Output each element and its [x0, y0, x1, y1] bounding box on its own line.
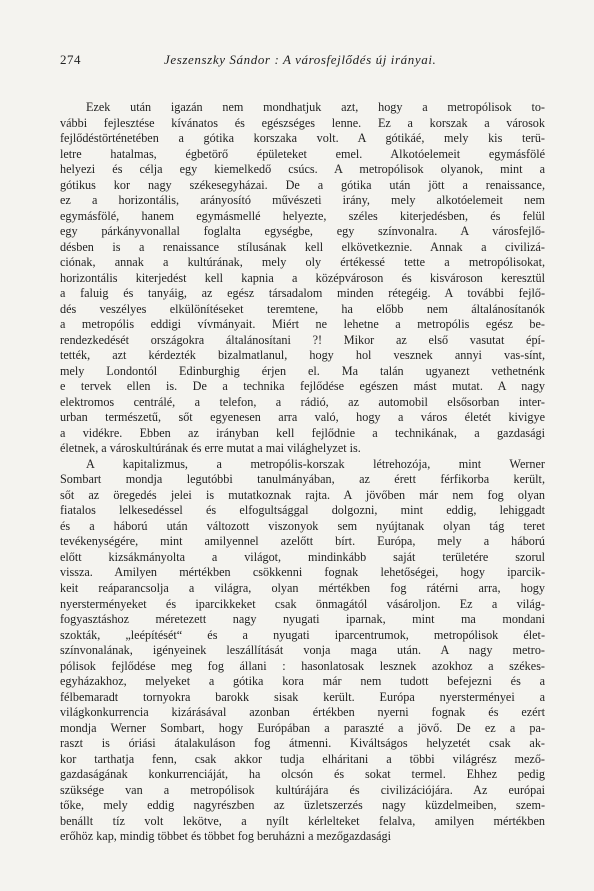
text-line: Sombart mondja legutóbbi tanulmányában, az érett férfikorba került, [60, 472, 545, 487]
text-line: vissza. Amilyen mértékben csökkenni fognak lehetőségei, hogy iparcik- [60, 565, 545, 580]
text-line: félbemaradt tornyokra barokk sisak került. Európa nyersterményei a [60, 689, 545, 704]
text-line: ciónak, annak a kultúrának, mely oly értékessé tette a metropólisokat, [60, 255, 545, 270]
text-line: életnek, a városkultúrának és erre mutat a mai világhelyzet is. [60, 441, 361, 456]
text-line: egymásfölé, hanem egymásmellé helyezte, széles kiterjedésben, és felül [60, 208, 545, 223]
text-line: mely Londontól Edinburghig érjen el. Ma talán ugyanezt vethetnénk [60, 363, 545, 378]
text-line: szüksége van a metropólisok kultúrájára és civilizációjára. Az európai [60, 782, 545, 797]
text-line: szokták, „leépítését“ és a nyugati iparcentrumok, metropólisok élet- [60, 627, 545, 642]
text-line: tették, azt kérdezték bizalmatlanul, hogy hol vesznek annyi vas-sínt, [60, 348, 545, 363]
text-line: rendezkedését országokra általánosítani ?! Mikor az első vasutat épí- [60, 332, 545, 347]
text-line: nyersterményeket és iparcikkeket csak önmagától vásároljon. Ez a világ- [60, 596, 545, 611]
text-line: Ezek után igazán nem mondhatjuk azt, hogy a metropólisok to- [86, 100, 545, 114]
text-line: raszt is óriási átalakuláson fog átmenni. Kiváltságos helyzetét csak ak- [60, 736, 545, 751]
text-line: urban természetű, sőt egyenesen arra való, hogy a város életét kivigye [60, 410, 545, 425]
text-line: világkonkurrencia kizárásával azonban értékben nyerni fognak és ezért [60, 705, 545, 720]
text-line: gótikus kor nagy székesegyházai. De a gótika után jött a renaissance, [60, 177, 545, 192]
text-line: ez a horizontális, arányosító művészeti irány, mely alkotóelemeit nem [60, 193, 545, 208]
page-number: 274 [60, 52, 81, 67]
text-line: letre hatalmas, égbetörő épületeket emel. Alkotóelemeit egymásfölé [60, 146, 545, 161]
body-text [60, 100, 545, 845]
text-line: fiatalos lelkesedéssel és elfogultsággal dolgozni, mint eddig, lehiggadt [60, 503, 545, 518]
text-line: színvonalának, igényeinek leszállítását vonja maga után. A nagy metro- [60, 643, 545, 658]
text-line: benállt tíz volt lekötve, a nyílt kérlelteket felalva, amilyen mértékben [60, 813, 545, 828]
text-line: tevékenységére, mint amilyennel azelőtt bírt. Európa, mely a háború [60, 534, 545, 549]
text-line: horizontális kiterjedést kell kapnia a középvároson és kisvároson keresztül [60, 270, 545, 285]
text-line: fogyasztáshoz méretezett nagy nyugati iparnak, mint ma mondani [60, 612, 545, 627]
page-header [60, 52, 540, 70]
text-line: és a háború után változott viszonyok sem nyújtanak olyan tág teret [60, 518, 545, 533]
text-line: désben is a renaissance stílusának kell elkövetkeznie. Annak a civilizá- [60, 239, 545, 254]
text-line: egyházakhoz, melyeket a gótika kora már nem tudott befejezni és a [60, 674, 545, 689]
text-line: pólisok fejlődése meg fog állani : hasonlatosak lesznek azokhoz a székes- [60, 658, 545, 673]
text-line: tőke, mely eddig nagyrészben az üzletszerzés nagy küzdelmeiben, szem- [60, 798, 545, 813]
text-line: a vidékre. Ebben az irányban kell fejlődnie a technikának, a gazdasági [60, 425, 545, 440]
text-line: dés veszélyes elkülönítéseket teremtene, ha előbb nem általánosítanók [60, 301, 545, 316]
text-line: a faluig és tanyáig, az egész társadalom minden rétegéig. A további fejlő- [60, 286, 545, 301]
running-head: Jeszenszky Sándor : A városfejlődés új irányai. [164, 52, 437, 67]
text-line: erőhöz kap, mindig többet és többet fog beruházni a mezőgazdasági [60, 829, 391, 844]
text-line: kor tarthatja fenn, csak akkor tudja elháritani a többi világrész mező- [60, 751, 545, 766]
text-line: egy párkányvonallal foglalta egységbe, egy színvonalra. A városfejlő- [60, 224, 545, 239]
text-line: helyezi és célja egy kiemelkedő csúcs. A metropólisok olyanok, mint a [60, 162, 545, 177]
text-line: a metropólis eddigi vívmányait. Miért ne lehetne a metropólis egész be- [60, 317, 545, 332]
text-line: sőt az öregedés jelei is mutatkoznak rajta. A jövőben már nem fog olyan [60, 487, 545, 502]
text-line: előtt kizsákmányolta a világot, mindinkább saját területére szorul [60, 549, 545, 564]
text-line: keit reáparancsolja a világra, olyan mértékben fog rátérni arra, hogy [60, 580, 545, 595]
text-line: elektromos centrálé, a telefon, a rádió, az automobil elsősorban inter- [60, 394, 545, 409]
text-line: vábbi fejlesztése kívánatos és egészséges lenne. Ez a korszak a városok [60, 115, 545, 130]
text-line: gazdaságának konkurrenciáját, ha olcsón és sokat termel. Ehhez pedig [60, 767, 545, 782]
text-line: A kapitalizmus, a metropólis-korszak létrehozója, mint Werner [86, 456, 545, 471]
text-line: fejlődéstörténetében a gótika korszaka volt. A gótikáé, mely kis terü- [60, 131, 545, 146]
text-line: mondja Werner Sombart, hogy Európában a paraszté a jövő. De ez a pa- [60, 720, 545, 735]
text-line: e tervek ellen is. De a technika fejlődése egészen mást mutat. A nagy [60, 379, 545, 394]
